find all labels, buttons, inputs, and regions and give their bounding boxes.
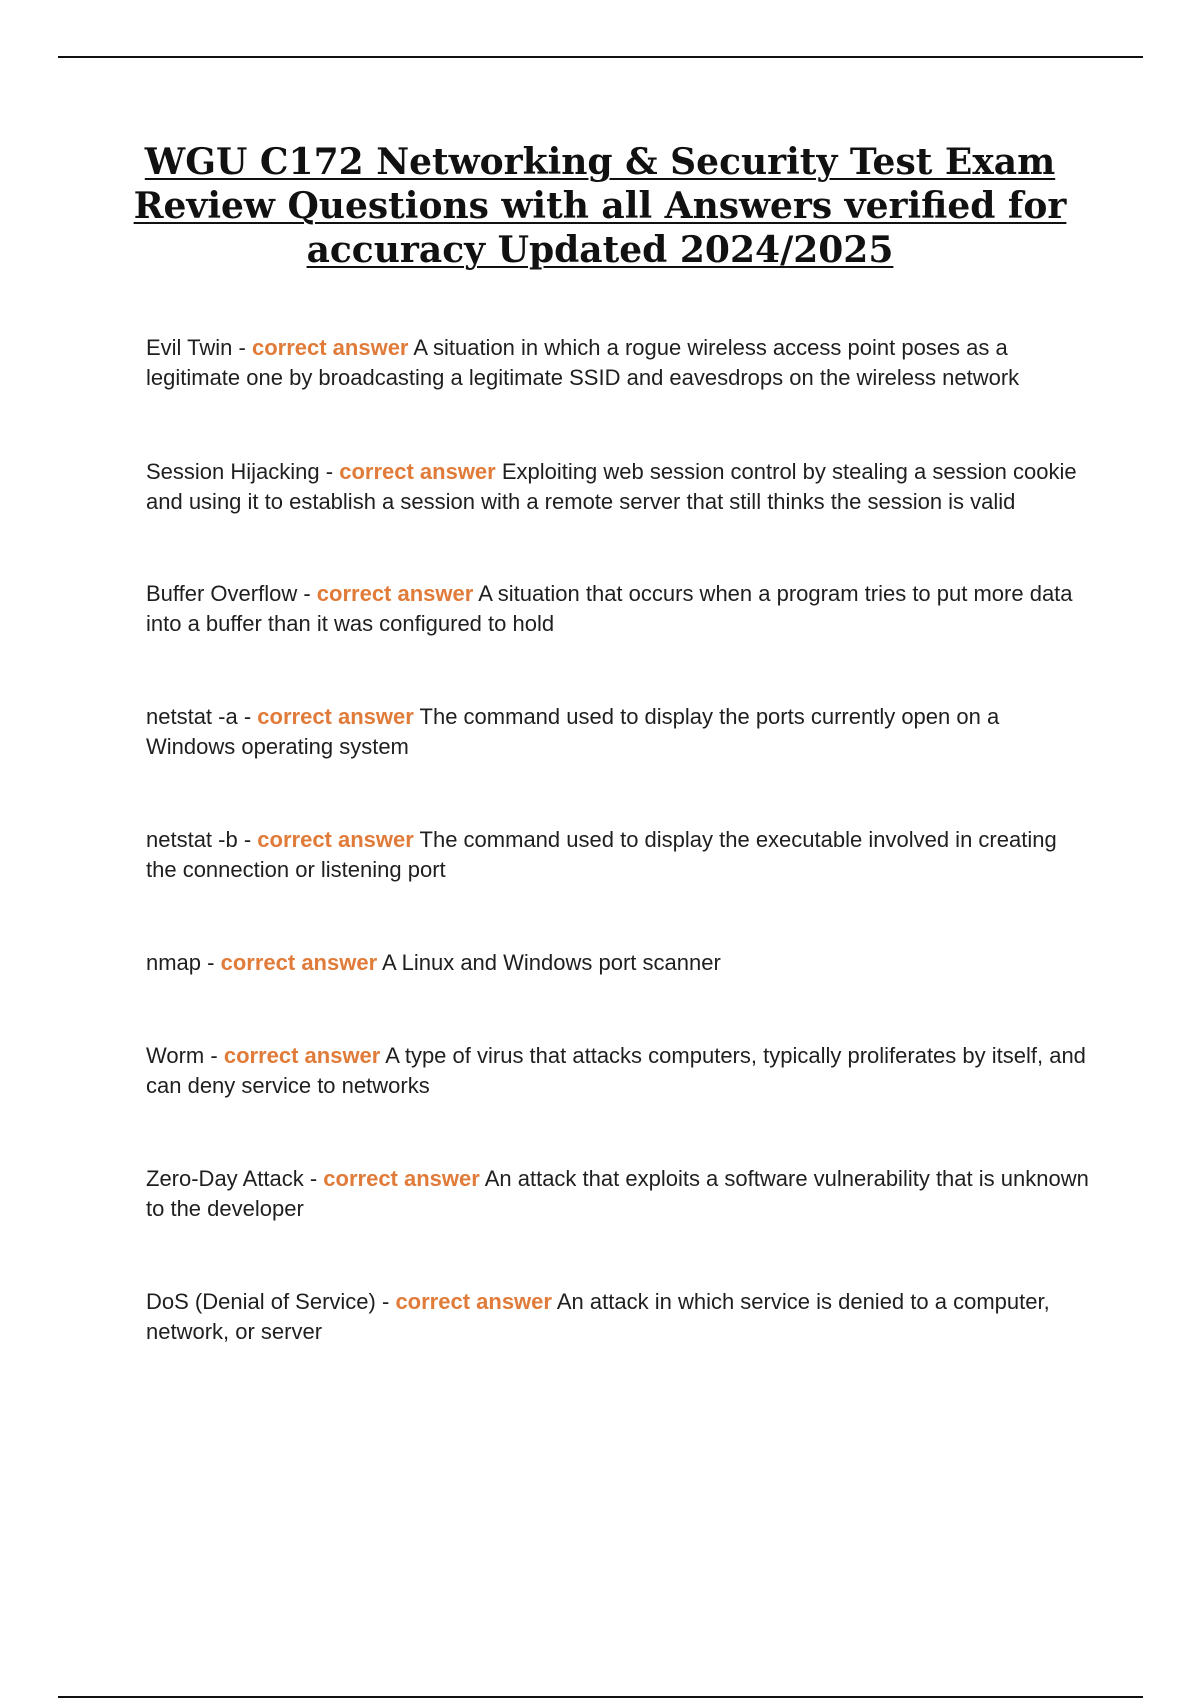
qa-separator: - (375, 1289, 396, 1314)
qa-entry (146, 948, 1091, 978)
correct-answer-label: correct answer (323, 1166, 480, 1191)
qa-entry (146, 579, 1091, 639)
qa-definition: A situation that occurs when a program tries to put more data into a buffer than it was configured to hold (146, 581, 1073, 636)
qa-entry (146, 1287, 1091, 1347)
qa-term: Session Hijacking (146, 459, 320, 484)
qa-separator: - (237, 827, 258, 852)
qa-entry (146, 457, 1091, 517)
top-rule (58, 56, 1143, 58)
qa-separator: - (232, 335, 252, 360)
correct-answer-label: correct answer (251, 335, 409, 360)
qa-entry (146, 333, 1091, 393)
correct-answer-label: correct answer (316, 581, 474, 606)
qa-definition: The command used to display the executable involved in creating the connection or listening port (146, 827, 1057, 882)
qa-definition: The command used to display the ports currently open on a Windows operating system (146, 704, 1000, 759)
qa-entry (146, 702, 1091, 762)
correct-answer-label: correct answer (339, 459, 496, 484)
qa-separator: - (319, 459, 340, 484)
qa-definition: Exploiting web session control by stealing a session cookie and using it to establish a session with a remote server that still thinks the session is valid (146, 459, 1077, 514)
qa-definition: A situation in which a rogue wireless access point poses as a legitimate one by broadcasting a legitimate SSID and eavesdrops on the wireless network (146, 335, 1020, 390)
qa-definition: A Linux and Windows port scanner (382, 950, 721, 975)
qa-separator: - (237, 704, 258, 729)
correct-answer-label: correct answer (257, 704, 414, 729)
correct-answer-label: correct answer (257, 827, 414, 852)
qa-definition: A type of virus that attacks computers, typically proliferates by itself, and can deny service to networks (146, 1043, 1086, 1098)
qa-term: netstat -a (146, 704, 238, 729)
qa-entry (146, 1164, 1091, 1224)
qa-term: netstat -b (146, 827, 238, 852)
correct-answer-label: correct answer (395, 1289, 552, 1314)
qa-term: nmap (146, 950, 202, 975)
qa-term: Zero-Day Attack (146, 1166, 304, 1191)
qa-term: Worm (146, 1043, 205, 1068)
qa-separator: - (303, 1166, 324, 1191)
qa-list (146, 333, 1091, 1347)
qa-separator: - (201, 950, 221, 975)
correct-answer-label: correct answer (223, 1043, 381, 1068)
qa-term: DoS (Denial of Service) (146, 1289, 376, 1314)
bottom-rule (58, 1696, 1143, 1698)
qa-term: Evil Twin (146, 335, 233, 360)
qa-definition: An attack that exploits a software vulnerability that is unknown to the developer (146, 1166, 1089, 1221)
qa-term: Buffer Overflow (146, 581, 298, 606)
document-title: WGU C172 Networking & Security Test Exam Review Questions with all Answers verified for accuracy Updated 2024/2025 (133, 141, 1067, 271)
qa-entry (146, 1041, 1091, 1101)
qa-definition: An attack in which service is denied to a computer, network, or server (146, 1289, 1050, 1344)
qa-entry (146, 825, 1091, 885)
qa-separator: - (297, 581, 317, 606)
qa-separator: - (204, 1043, 224, 1068)
correct-answer-label: correct answer (220, 950, 378, 975)
